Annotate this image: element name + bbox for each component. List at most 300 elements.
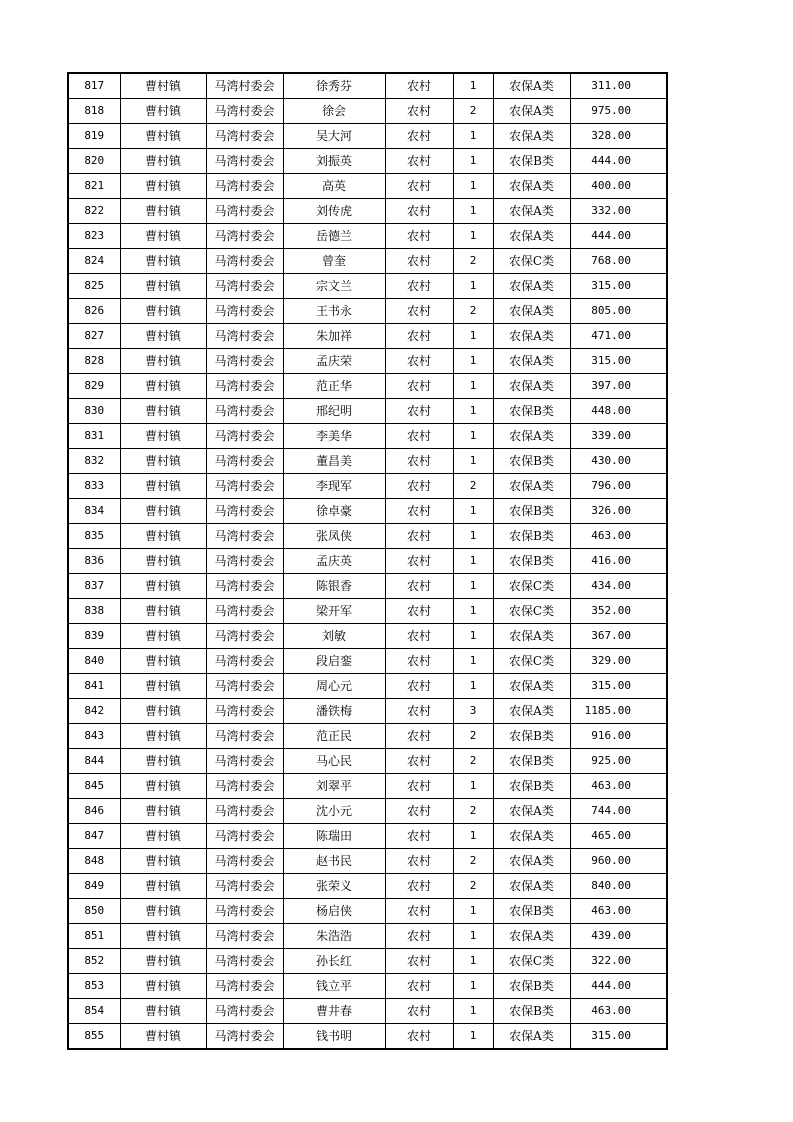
row-number-cell: 817 [68, 73, 120, 99]
insurance-category-cell: 农保C类 [493, 249, 570, 274]
table-row [68, 699, 667, 724]
household-type-cell: 农村 [385, 149, 453, 174]
insurance-category-cell: 农保B类 [493, 999, 570, 1024]
town-cell: 曹村镇 [120, 899, 206, 924]
person-name-cell: 董昌美 [283, 449, 385, 474]
town-cell: 曹村镇 [120, 874, 206, 899]
member-count-cell: 1 [453, 449, 493, 474]
village-committee-cell: 马湾村委会 [206, 249, 283, 274]
row-number-cell: 851 [68, 924, 120, 949]
row-number-cell: 839 [68, 624, 120, 649]
person-name-cell: 周心元 [283, 674, 385, 699]
insurance-category-cell: 农保A类 [493, 73, 570, 99]
amount-cell: 315.00 [570, 349, 667, 374]
town-cell: 曹村镇 [120, 749, 206, 774]
table-row [68, 899, 667, 924]
village-committee-cell: 马湾村委会 [206, 674, 283, 699]
person-name-cell: 张凤侠 [283, 524, 385, 549]
person-name-cell: 朱浩浩 [283, 924, 385, 949]
member-count-cell: 1 [453, 199, 493, 224]
insurance-category-cell: 农保A类 [493, 374, 570, 399]
insurance-category-cell: 农保A类 [493, 124, 570, 149]
household-type-cell: 农村 [385, 724, 453, 749]
village-committee-cell: 马湾村委会 [206, 174, 283, 199]
town-cell: 曹村镇 [120, 599, 206, 624]
village-committee-cell: 马湾村委会 [206, 924, 283, 949]
member-count-cell: 1 [453, 624, 493, 649]
table-row [68, 499, 667, 524]
insurance-category-cell: 农保A类 [493, 99, 570, 124]
household-type-cell: 农村 [385, 374, 453, 399]
amount-cell: 925.00 [570, 749, 667, 774]
insurance-category-cell: 农保B类 [493, 399, 570, 424]
row-number-cell: 853 [68, 974, 120, 999]
household-type-cell: 农村 [385, 824, 453, 849]
person-name-cell: 刘敏 [283, 624, 385, 649]
table-row [68, 1024, 667, 1050]
village-committee-cell: 马湾村委会 [206, 1024, 283, 1050]
member-count-cell: 1 [453, 524, 493, 549]
person-name-cell: 潘铁梅 [283, 699, 385, 724]
town-cell: 曹村镇 [120, 399, 206, 424]
household-type-cell: 农村 [385, 174, 453, 199]
person-name-cell: 刘振英 [283, 149, 385, 174]
table-row [68, 424, 667, 449]
member-count-cell: 1 [453, 324, 493, 349]
insurance-category-cell: 农保A类 [493, 299, 570, 324]
row-number-cell: 834 [68, 499, 120, 524]
household-type-cell: 农村 [385, 749, 453, 774]
row-number-cell: 827 [68, 324, 120, 349]
row-number-cell: 843 [68, 724, 120, 749]
village-committee-cell: 马湾村委会 [206, 724, 283, 749]
household-type-cell: 农村 [385, 474, 453, 499]
town-cell: 曹村镇 [120, 924, 206, 949]
table-row [68, 73, 667, 99]
village-committee-cell: 马湾村委会 [206, 549, 283, 574]
amount-cell: 315.00 [570, 674, 667, 699]
insurance-category-cell: 农保C类 [493, 649, 570, 674]
row-number-cell: 850 [68, 899, 120, 924]
member-count-cell: 1 [453, 424, 493, 449]
row-number-cell: 848 [68, 849, 120, 874]
person-name-cell: 刘传虎 [283, 199, 385, 224]
table-row [68, 974, 667, 999]
insurance-category-cell: 农保A类 [493, 349, 570, 374]
town-cell: 曹村镇 [120, 449, 206, 474]
household-type-cell: 农村 [385, 549, 453, 574]
amount-cell: 463.00 [570, 899, 667, 924]
amount-cell: 439.00 [570, 924, 667, 949]
row-number-cell: 826 [68, 299, 120, 324]
row-number-cell: 838 [68, 599, 120, 624]
table-row [68, 149, 667, 174]
household-type-cell: 农村 [385, 199, 453, 224]
table-row [68, 649, 667, 674]
town-cell: 曹村镇 [120, 224, 206, 249]
member-count-cell: 1 [453, 674, 493, 699]
village-committee-cell: 马湾村委会 [206, 899, 283, 924]
table-row [68, 999, 667, 1024]
village-committee-cell: 马湾村委会 [206, 149, 283, 174]
household-type-cell: 农村 [385, 974, 453, 999]
insurance-category-cell: 农保A类 [493, 1024, 570, 1050]
amount-cell: 796.00 [570, 474, 667, 499]
row-number-cell: 832 [68, 449, 120, 474]
table-row [68, 349, 667, 374]
household-type-cell: 农村 [385, 324, 453, 349]
member-count-cell: 2 [453, 799, 493, 824]
member-count-cell: 1 [453, 224, 493, 249]
household-type-cell: 农村 [385, 274, 453, 299]
roster-table-body [68, 73, 667, 1049]
row-number-cell: 835 [68, 524, 120, 549]
household-type-cell: 农村 [385, 699, 453, 724]
town-cell: 曹村镇 [120, 699, 206, 724]
town-cell: 曹村镇 [120, 1024, 206, 1050]
person-name-cell: 吴大河 [283, 124, 385, 149]
table-row [68, 274, 667, 299]
town-cell: 曹村镇 [120, 474, 206, 499]
village-committee-cell: 马湾村委会 [206, 73, 283, 99]
table-row [68, 299, 667, 324]
person-name-cell: 朱加祥 [283, 324, 385, 349]
amount-cell: 352.00 [570, 599, 667, 624]
amount-cell: 315.00 [570, 274, 667, 299]
roster-table [67, 72, 668, 1050]
row-number-cell: 833 [68, 474, 120, 499]
village-committee-cell: 马湾村委会 [206, 424, 283, 449]
insurance-category-cell: 农保A类 [493, 224, 570, 249]
village-committee-cell: 马湾村委会 [206, 99, 283, 124]
table-row [68, 549, 667, 574]
amount-cell: 329.00 [570, 649, 667, 674]
village-committee-cell: 马湾村委会 [206, 349, 283, 374]
village-committee-cell: 马湾村委会 [206, 499, 283, 524]
insurance-category-cell: 农保B类 [493, 499, 570, 524]
row-number-cell: 820 [68, 149, 120, 174]
person-name-cell: 张荣义 [283, 874, 385, 899]
town-cell: 曹村镇 [120, 324, 206, 349]
table-row [68, 199, 667, 224]
person-name-cell: 沈小元 [283, 799, 385, 824]
person-name-cell: 高英 [283, 174, 385, 199]
table-row [68, 774, 667, 799]
household-type-cell: 农村 [385, 999, 453, 1024]
household-type-cell: 农村 [385, 799, 453, 824]
person-name-cell: 徐秀芬 [283, 73, 385, 99]
town-cell: 曹村镇 [120, 624, 206, 649]
town-cell: 曹村镇 [120, 274, 206, 299]
amount-cell: 444.00 [570, 149, 667, 174]
village-committee-cell: 马湾村委会 [206, 649, 283, 674]
member-count-cell: 3 [453, 699, 493, 724]
table-row [68, 849, 667, 874]
row-number-cell: 842 [68, 699, 120, 724]
member-count-cell: 1 [453, 824, 493, 849]
person-name-cell: 曹井春 [283, 999, 385, 1024]
insurance-category-cell: 农保B类 [493, 974, 570, 999]
table-row [68, 524, 667, 549]
amount-cell: 400.00 [570, 174, 667, 199]
town-cell: 曹村镇 [120, 674, 206, 699]
member-count-cell: 2 [453, 749, 493, 774]
member-count-cell: 2 [453, 249, 493, 274]
amount-cell: 311.00 [570, 73, 667, 99]
village-committee-cell: 马湾村委会 [206, 799, 283, 824]
table-row [68, 474, 667, 499]
row-number-cell: 847 [68, 824, 120, 849]
amount-cell: 322.00 [570, 949, 667, 974]
household-type-cell: 农村 [385, 574, 453, 599]
village-committee-cell: 马湾村委会 [206, 474, 283, 499]
household-type-cell: 农村 [385, 849, 453, 874]
person-name-cell: 李美华 [283, 424, 385, 449]
table-row [68, 174, 667, 199]
table-row [68, 949, 667, 974]
insurance-category-cell: 农保B类 [493, 774, 570, 799]
town-cell: 曹村镇 [120, 424, 206, 449]
amount-cell: 471.00 [570, 324, 667, 349]
town-cell: 曹村镇 [120, 774, 206, 799]
household-type-cell: 农村 [385, 449, 453, 474]
table-row [68, 924, 667, 949]
member-count-cell: 1 [453, 149, 493, 174]
insurance-category-cell: 农保A类 [493, 824, 570, 849]
village-committee-cell: 马湾村委会 [206, 224, 283, 249]
village-committee-cell: 马湾村委会 [206, 324, 283, 349]
member-count-cell: 1 [453, 974, 493, 999]
person-name-cell: 梁开军 [283, 599, 385, 624]
amount-cell: 367.00 [570, 624, 667, 649]
amount-cell: 465.00 [570, 824, 667, 849]
town-cell: 曹村镇 [120, 99, 206, 124]
town-cell: 曹村镇 [120, 299, 206, 324]
village-committee-cell: 马湾村委会 [206, 574, 283, 599]
row-number-cell: 822 [68, 199, 120, 224]
amount-cell: 430.00 [570, 449, 667, 474]
village-committee-cell: 马湾村委会 [206, 824, 283, 849]
table-row [68, 224, 667, 249]
person-name-cell: 范正民 [283, 724, 385, 749]
member-count-cell: 2 [453, 849, 493, 874]
village-committee-cell: 马湾村委会 [206, 974, 283, 999]
person-name-cell: 李现军 [283, 474, 385, 499]
person-name-cell: 徐卓豪 [283, 499, 385, 524]
amount-cell: 328.00 [570, 124, 667, 149]
table-row [68, 124, 667, 149]
household-type-cell: 农村 [385, 99, 453, 124]
table-row [68, 749, 667, 774]
insurance-category-cell: 农保B类 [493, 749, 570, 774]
amount-cell: 339.00 [570, 424, 667, 449]
member-count-cell: 2 [453, 724, 493, 749]
amount-cell: 332.00 [570, 199, 667, 224]
table-row [68, 324, 667, 349]
household-type-cell: 农村 [385, 499, 453, 524]
person-name-cell: 杨启侠 [283, 899, 385, 924]
town-cell: 曹村镇 [120, 149, 206, 174]
table-row [68, 449, 667, 474]
insurance-category-cell: 农保A类 [493, 849, 570, 874]
member-count-cell: 1 [453, 999, 493, 1024]
member-count-cell: 1 [453, 274, 493, 299]
amount-cell: 975.00 [570, 99, 667, 124]
insurance-category-cell: 农保B类 [493, 724, 570, 749]
insurance-category-cell: 农保A类 [493, 699, 570, 724]
row-number-cell: 823 [68, 224, 120, 249]
table-row [68, 399, 667, 424]
member-count-cell: 1 [453, 499, 493, 524]
person-name-cell: 范正华 [283, 374, 385, 399]
member-count-cell: 1 [453, 549, 493, 574]
village-committee-cell: 马湾村委会 [206, 199, 283, 224]
insurance-category-cell: 农保B类 [493, 524, 570, 549]
insurance-category-cell: 农保A类 [493, 424, 570, 449]
village-committee-cell: 马湾村委会 [206, 124, 283, 149]
village-committee-cell: 马湾村委会 [206, 699, 283, 724]
person-name-cell: 徐会 [283, 99, 385, 124]
town-cell: 曹村镇 [120, 574, 206, 599]
person-name-cell: 孙长红 [283, 949, 385, 974]
household-type-cell: 农村 [385, 624, 453, 649]
insurance-category-cell: 农保A类 [493, 274, 570, 299]
table-row [68, 599, 667, 624]
table-row [68, 624, 667, 649]
village-committee-cell: 马湾村委会 [206, 624, 283, 649]
household-type-cell: 农村 [385, 399, 453, 424]
household-type-cell: 农村 [385, 299, 453, 324]
insurance-category-cell: 农保A类 [493, 799, 570, 824]
household-type-cell: 农村 [385, 674, 453, 699]
household-type-cell: 农村 [385, 774, 453, 799]
row-number-cell: 831 [68, 424, 120, 449]
household-type-cell: 农村 [385, 424, 453, 449]
row-number-cell: 824 [68, 249, 120, 274]
village-committee-cell: 马湾村委会 [206, 599, 283, 624]
person-name-cell: 岳德兰 [283, 224, 385, 249]
insurance-category-cell: 农保A类 [493, 874, 570, 899]
row-number-cell: 840 [68, 649, 120, 674]
town-cell: 曹村镇 [120, 199, 206, 224]
person-name-cell: 陈瑞田 [283, 824, 385, 849]
town-cell: 曹村镇 [120, 374, 206, 399]
amount-cell: 916.00 [570, 724, 667, 749]
row-number-cell: 852 [68, 949, 120, 974]
row-number-cell: 844 [68, 749, 120, 774]
household-type-cell: 农村 [385, 524, 453, 549]
row-number-cell: 819 [68, 124, 120, 149]
household-type-cell: 农村 [385, 899, 453, 924]
household-type-cell: 农村 [385, 73, 453, 99]
member-count-cell: 1 [453, 174, 493, 199]
town-cell: 曹村镇 [120, 974, 206, 999]
row-number-cell: 836 [68, 549, 120, 574]
town-cell: 曹村镇 [120, 824, 206, 849]
member-count-cell: 1 [453, 349, 493, 374]
row-number-cell: 830 [68, 399, 120, 424]
member-count-cell: 2 [453, 474, 493, 499]
village-committee-cell: 马湾村委会 [206, 299, 283, 324]
insurance-category-cell: 农保A类 [493, 924, 570, 949]
person-name-cell: 曾奎 [283, 249, 385, 274]
amount-cell: 463.00 [570, 524, 667, 549]
village-committee-cell: 马湾村委会 [206, 849, 283, 874]
insurance-category-cell: 农保C类 [493, 574, 570, 599]
amount-cell: 744.00 [570, 799, 667, 824]
amount-cell: 960.00 [570, 849, 667, 874]
town-cell: 曹村镇 [120, 849, 206, 874]
household-type-cell: 农村 [385, 599, 453, 624]
row-number-cell: 828 [68, 349, 120, 374]
member-count-cell: 1 [453, 124, 493, 149]
amount-cell: 444.00 [570, 974, 667, 999]
village-committee-cell: 马湾村委会 [206, 449, 283, 474]
household-type-cell: 农村 [385, 924, 453, 949]
insurance-category-cell: 农保B类 [493, 149, 570, 174]
insurance-category-cell: 农保A类 [493, 174, 570, 199]
person-name-cell: 段启銮 [283, 649, 385, 674]
village-committee-cell: 马湾村委会 [206, 749, 283, 774]
person-name-cell: 马心民 [283, 749, 385, 774]
person-name-cell: 孟庆英 [283, 549, 385, 574]
table-row [68, 674, 667, 699]
household-type-cell: 农村 [385, 249, 453, 274]
row-number-cell: 855 [68, 1024, 120, 1050]
row-number-cell: 821 [68, 174, 120, 199]
table-row [68, 574, 667, 599]
amount-cell: 768.00 [570, 249, 667, 274]
member-count-cell: 1 [453, 1024, 493, 1050]
village-committee-cell: 马湾村委会 [206, 374, 283, 399]
insurance-category-cell: 农保B类 [493, 549, 570, 574]
row-number-cell: 837 [68, 574, 120, 599]
village-committee-cell: 马湾村委会 [206, 399, 283, 424]
town-cell: 曹村镇 [120, 999, 206, 1024]
member-count-cell: 1 [453, 599, 493, 624]
person-name-cell: 钱立平 [283, 974, 385, 999]
amount-cell: 326.00 [570, 499, 667, 524]
insurance-category-cell: 农保A类 [493, 324, 570, 349]
amount-cell: 397.00 [570, 374, 667, 399]
member-count-cell: 1 [453, 374, 493, 399]
person-name-cell: 宗文兰 [283, 274, 385, 299]
table-row [68, 724, 667, 749]
village-committee-cell: 马湾村委会 [206, 274, 283, 299]
table-row [68, 99, 667, 124]
household-type-cell: 农村 [385, 349, 453, 374]
town-cell: 曹村镇 [120, 73, 206, 99]
village-committee-cell: 马湾村委会 [206, 874, 283, 899]
insurance-category-cell: 农保A类 [493, 199, 570, 224]
member-count-cell: 2 [453, 99, 493, 124]
household-type-cell: 农村 [385, 874, 453, 899]
insurance-category-cell: 农保A类 [493, 474, 570, 499]
amount-cell: 805.00 [570, 299, 667, 324]
table-row [68, 824, 667, 849]
person-name-cell: 赵书民 [283, 849, 385, 874]
insurance-category-cell: 农保C类 [493, 949, 570, 974]
member-count-cell: 1 [453, 399, 493, 424]
row-number-cell: 846 [68, 799, 120, 824]
household-type-cell: 农村 [385, 224, 453, 249]
member-count-cell: 1 [453, 649, 493, 674]
town-cell: 曹村镇 [120, 349, 206, 374]
town-cell: 曹村镇 [120, 124, 206, 149]
table-row [68, 874, 667, 899]
row-number-cell: 854 [68, 999, 120, 1024]
member-count-cell: 1 [453, 924, 493, 949]
